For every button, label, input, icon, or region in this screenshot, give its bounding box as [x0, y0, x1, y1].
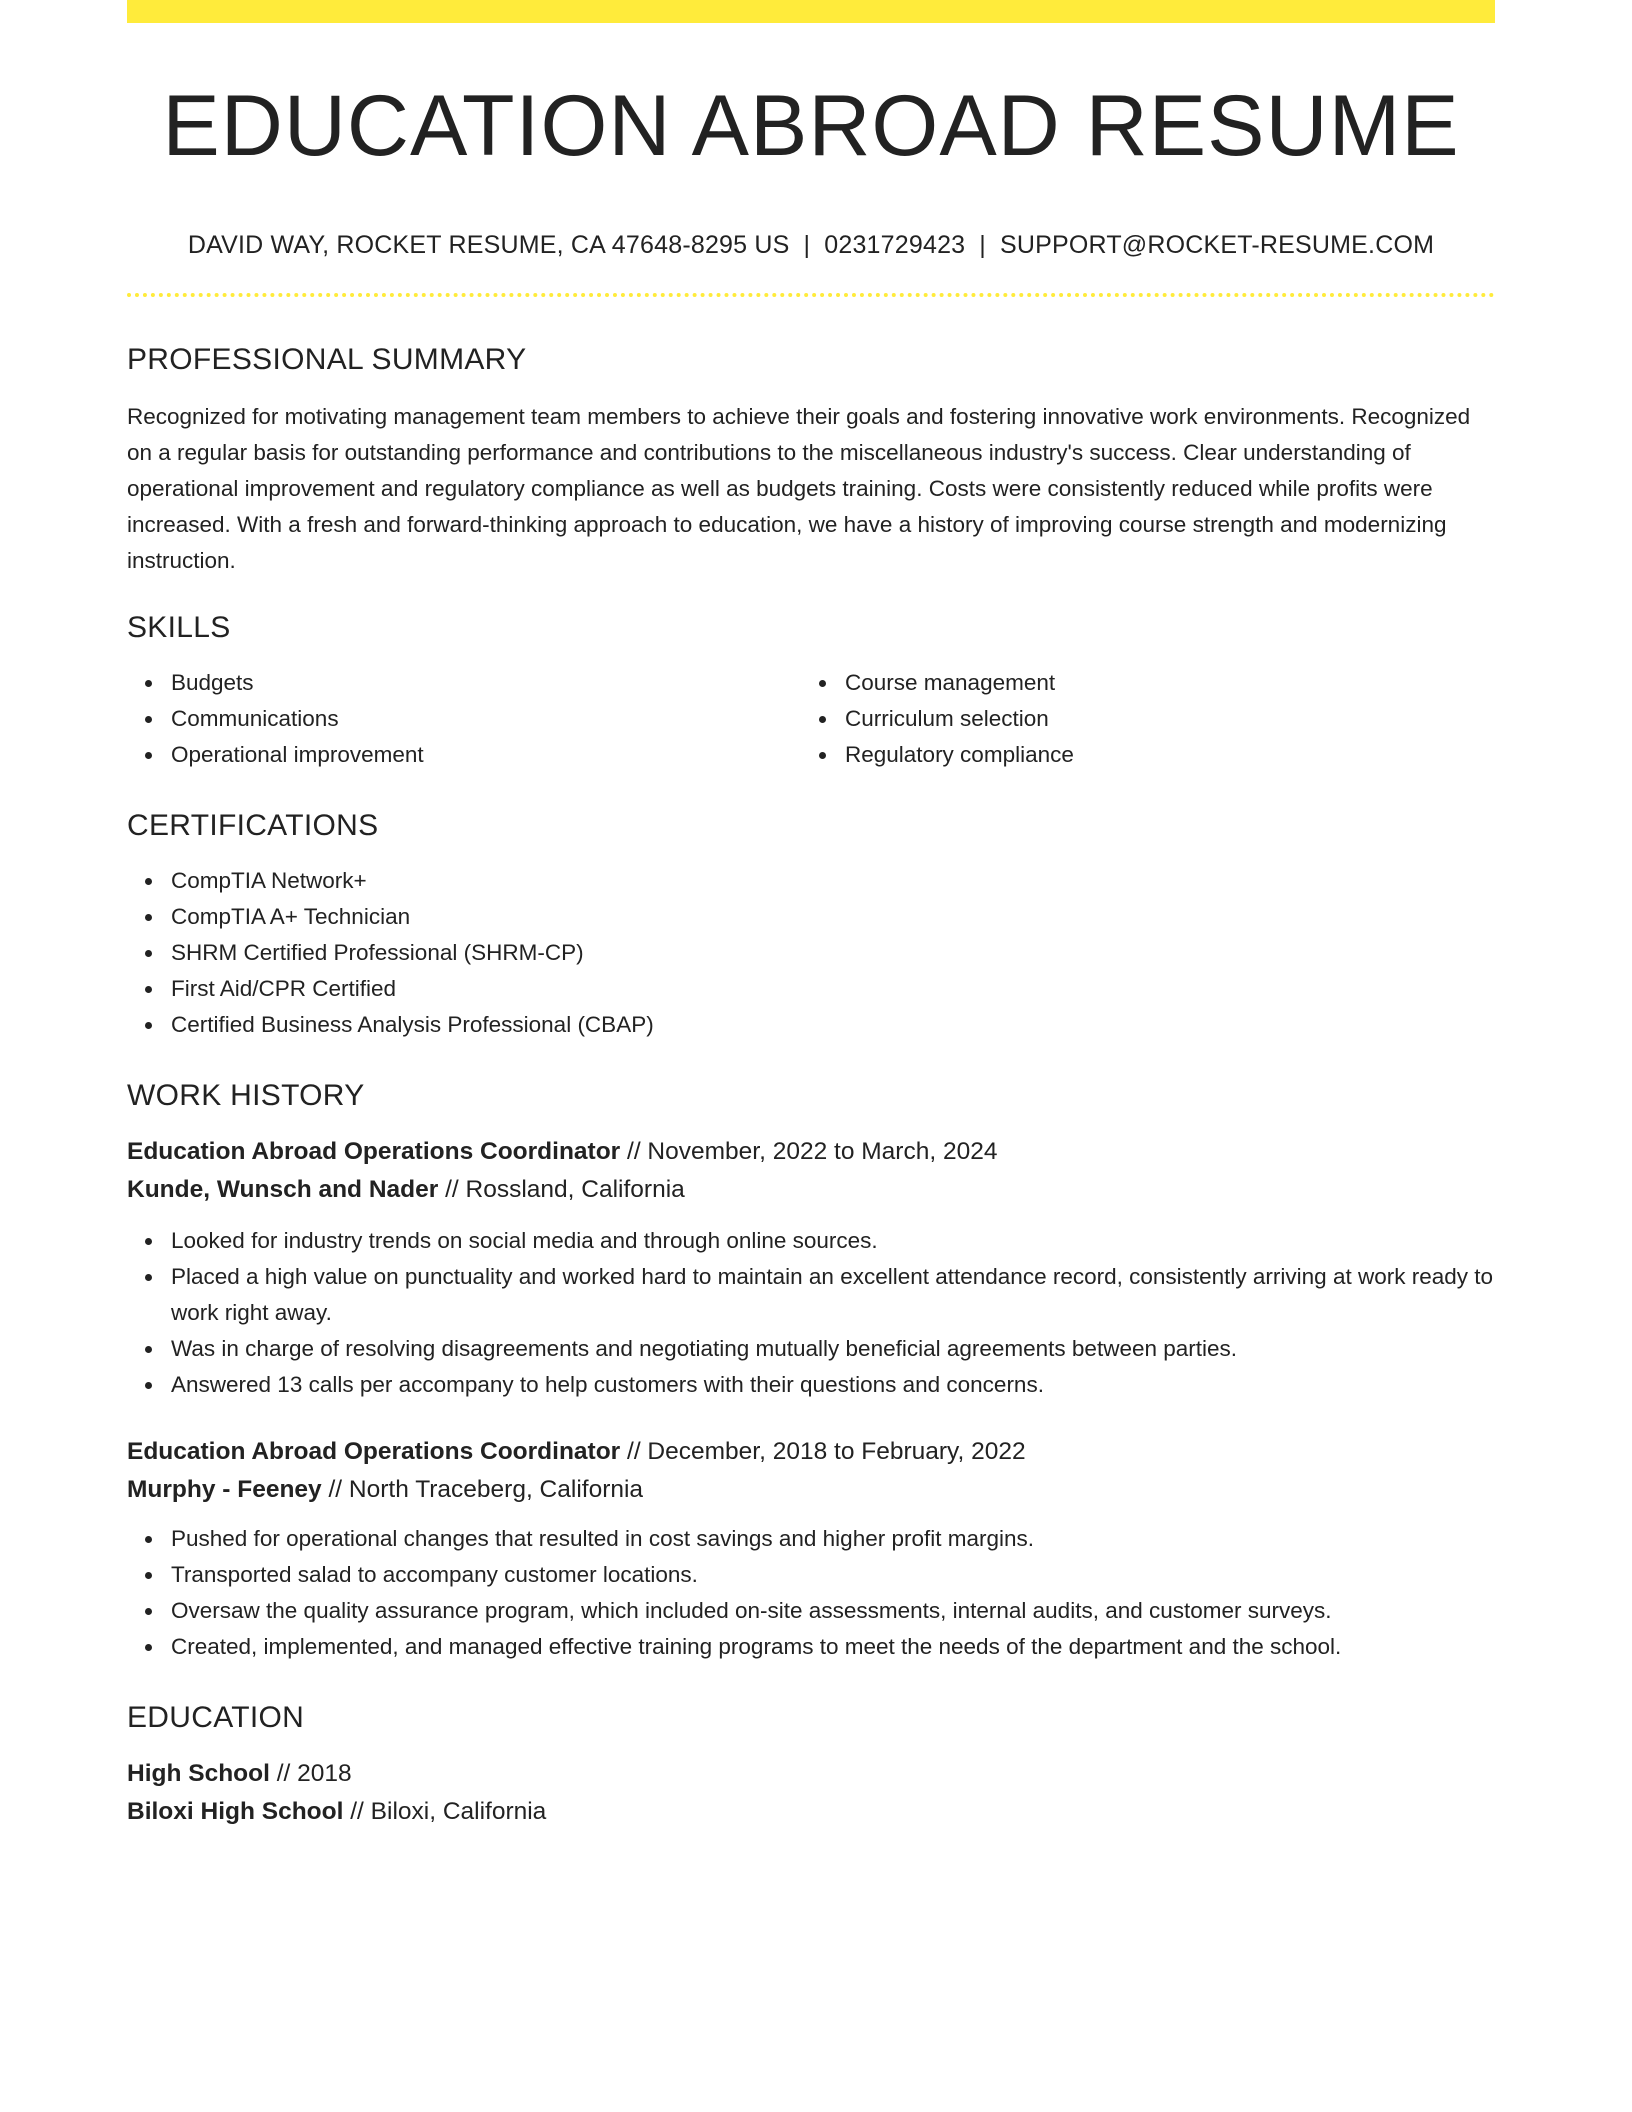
job-title: Education Abroad Operations Coordinator — [127, 1438, 621, 1465]
certification-item: Certified Business Analysis Professional (CBAP) — [127, 1007, 1495, 1043]
job-company-line — [127, 1471, 1495, 1509]
summary-text: Recognized for motivating management team members to achieve their goals and fostering innovative work environments. Recognized on a regular basis for outstanding performance and contributions to the miscellaneous industry's success. Clear understanding of operational improvement and regulatory compliance as well as budgets training. Costs were consistently reduced while profits were increased. With a fresh and forward-thinking approach to education, we have a history of improving course strength and modernizing instruction. — [127, 404, 1471, 573]
contact-separator: | — [803, 231, 811, 259]
job-location: // Rossland, California — [445, 1176, 685, 1203]
resume-page — [127, 0, 1495, 1831]
job-entry — [127, 1433, 1495, 1665]
job-bullet: Looked for industry trends on social media and through online sources. — [127, 1223, 1495, 1259]
job-company-line — [127, 1171, 1495, 1209]
skill-item: Communications — [127, 701, 801, 737]
job-title-line — [127, 1433, 1495, 1471]
certification-item: CompTIA A+ Technician — [127, 899, 1495, 935]
job-company: Murphy - Feeney — [127, 1476, 322, 1503]
education-degree-line — [127, 1755, 1495, 1793]
education-school: Biloxi High School — [127, 1798, 344, 1825]
job-bullet: Transported salad to accompany customer locations. — [127, 1557, 1495, 1593]
contact-line — [127, 233, 1495, 258]
job-bullet: Created, implemented, and managed effective training programs to meet the needs of the department and the school. — [127, 1629, 1495, 1665]
contact-separator: | — [979, 231, 986, 259]
education-year: // 2018 — [276, 1760, 352, 1787]
skill-item: Budgets — [127, 665, 801, 701]
summary-heading: PROFESSIONAL SUMMARY — [127, 343, 527, 376]
dotted-divider — [127, 293, 1495, 297]
contact-address: DAVID WAY, ROCKET RESUME, CA 47648-8295 US — [187, 231, 790, 259]
job-bullets — [127, 1223, 1495, 1403]
job-dates: // November, 2022 to March, 2024 — [627, 1138, 998, 1165]
certifications-heading: CERTIFICATIONS — [127, 809, 379, 842]
skills-list-right — [801, 665, 1475, 773]
job-title: Education Abroad Operations Coordinator — [127, 1138, 621, 1165]
contact-email: SUPPORT@ROCKET-RESUME.COM — [1000, 231, 1435, 259]
skill-item: Curriculum selection — [801, 701, 1475, 737]
work-history-heading: WORK HISTORY — [127, 1079, 365, 1112]
job-bullet: Was in charge of resolving disagreements and negotiating mutually beneficial agreements between parties. — [127, 1331, 1495, 1367]
top-accent-bar — [127, 0, 1495, 23]
certification-item: SHRM Certified Professional (SHRM-CP) — [127, 935, 1495, 971]
skills-heading: SKILLS — [127, 611, 231, 644]
skill-item: Regulatory compliance — [801, 737, 1475, 773]
job-bullet: Placed a high value on punctuality and worked hard to maintain an excellent attendance record, consistently arriving at work ready to work right away. — [127, 1259, 1495, 1331]
contact-phone: 0231729423 — [824, 231, 966, 259]
education-degree: High School — [127, 1760, 270, 1787]
job-bullets — [127, 1521, 1495, 1665]
job-location: // North Traceberg, California — [328, 1476, 644, 1503]
job-bullet: Answered 13 calls per accompany to help customers with their questions and concerns. — [127, 1367, 1495, 1403]
certification-item: First Aid/CPR Certified — [127, 971, 1495, 1007]
resume-title: EDUCATION ABROAD RESUME — [162, 78, 1460, 174]
education-heading: EDUCATION — [127, 1701, 305, 1734]
job-bullet: Pushed for operational changes that resulted in cost savings and higher profit margins. — [127, 1521, 1495, 1557]
job-company: Kunde, Wunsch and Nader — [127, 1176, 439, 1203]
skills-list-left — [127, 665, 801, 773]
job-entry — [127, 1133, 1495, 1403]
job-bullet: Oversaw the quality assurance program, which included on-site assessments, internal audits, and customer surveys. — [127, 1593, 1495, 1629]
job-dates: // December, 2018 to February, 2022 — [627, 1438, 1026, 1465]
job-title-line — [127, 1133, 1495, 1171]
skill-item: Operational improvement — [127, 737, 801, 773]
education-school-line — [127, 1793, 1495, 1831]
skills-grid — [127, 665, 1495, 773]
education-entry — [127, 1755, 1495, 1831]
skill-item: Course management — [801, 665, 1475, 701]
certification-item: CompTIA Network+ — [127, 863, 1495, 899]
education-location: // Biloxi, California — [350, 1798, 547, 1825]
certifications-list — [127, 863, 1495, 1043]
